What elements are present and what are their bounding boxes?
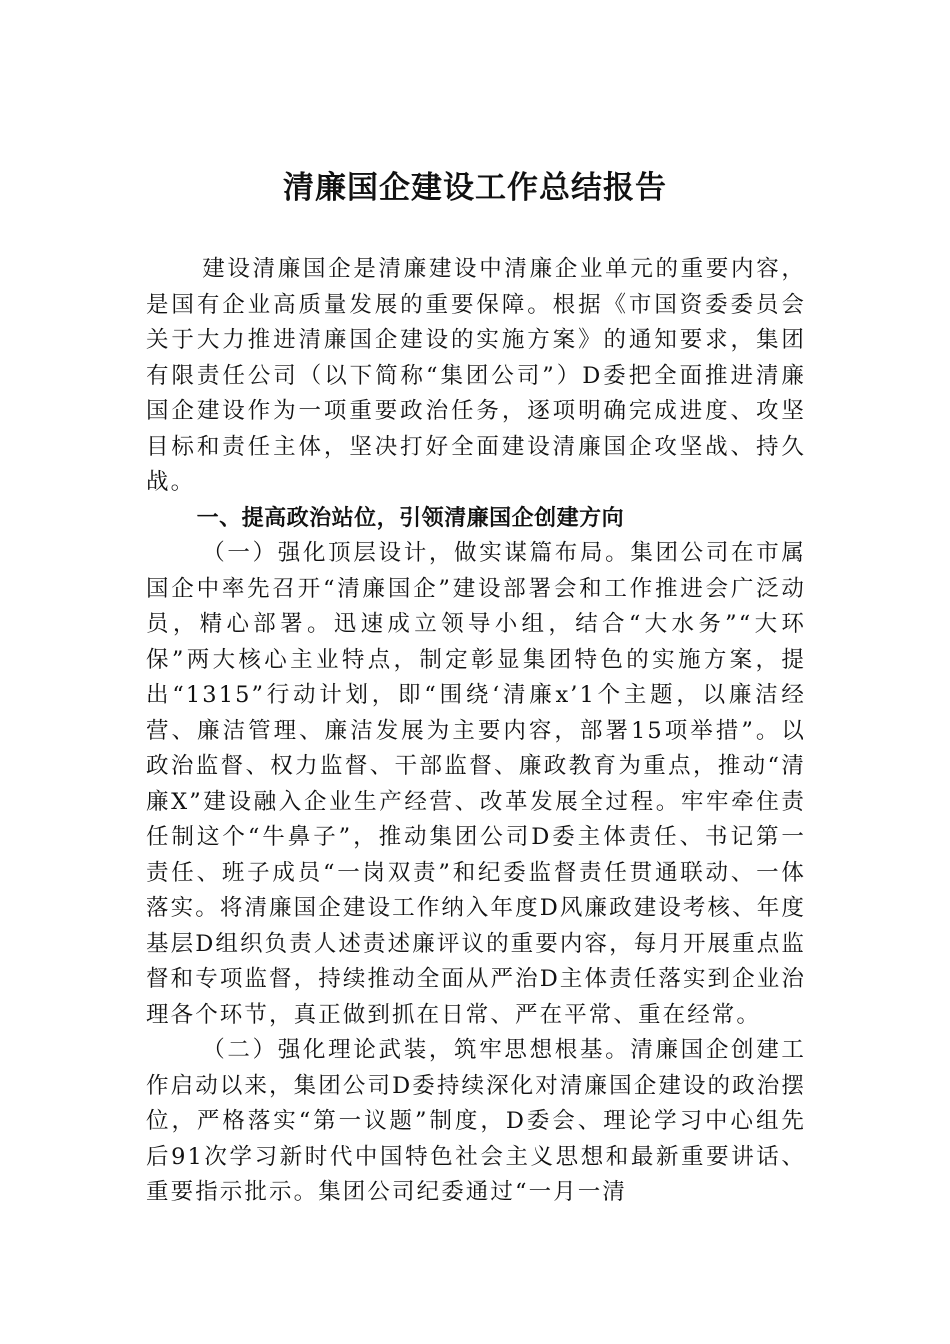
document-title: 清廉国企建设工作总结报告 <box>283 170 667 206</box>
intro-paragraph: 建设清廉国企是清廉建设中清廉企业单元的重要内容，是国有企业高质量发展的重要保障。根据《市国资委委员会关于大力推进清廉国企建设的实施方案》的通知要求，集团有限责任公司（以下简称“集团公司”）D委把全面推进清廉国企建设作为一项重要政治任务，逐项明确完成进度、攻坚目标和责任主体，坚决打好全面建设清廉国企攻坚战、持久战。 <box>146 256 806 495</box>
subsection-paragraph-2: （二）强化理论武装，筑牢思想根基。清廉国企创建工作启动以来，集团公司D委持续深化对清廉国企建设的政治摆位，严格落实“第一议题”制度，D委会、理论学习中心组先后91次学习新时代中国特色社会主义思想和最新重要讲话、重要指示批示。集团公司纪委通过“一月一清 <box>146 1037 806 1205</box>
document-body <box>146 252 806 1211</box>
subsection-paragraph-1: （一）强化顶层设计，做实谋篇布局。集团公司在市属国企中率先召开“清廉国企”建设部署会和工作推进会广泛动员，精心部署。迅速成立领导小组，结合“大水务”“大环保”两大核心主业特点，制定彰显集团特色的实施方案，提出“1315”行动计划，即“围绕‘清廉x’1个主题，以廉洁经营、廉洁管理、廉洁发展为主要内容，部署15项举措”。以政治监督、权力监督、干部监督、廉政教育为重点，推动“清廉X”建设融入企业生产经营、改革发展全过程。牢牢牵住责任制这个“牛鼻子”，推动集团公司D委主体责任、书记第一责任、班子成员“一岗双责”和纪委监督责任贯通联动、一体落实。将清廉国企建设工作纳入年度D风廉政建设考核、年度基层D组织负责人述责述廉评议的重要内容，每月开展重点监督和专项监督，持续推动全面从严治D主体责任落实到企业治理各个环节，真正做到抓在日常、严在平常、重在经常。 <box>146 540 806 1028</box>
section-heading-1: 一、提高政治站位，引领清廉国企创建方向 <box>196 505 625 531</box>
